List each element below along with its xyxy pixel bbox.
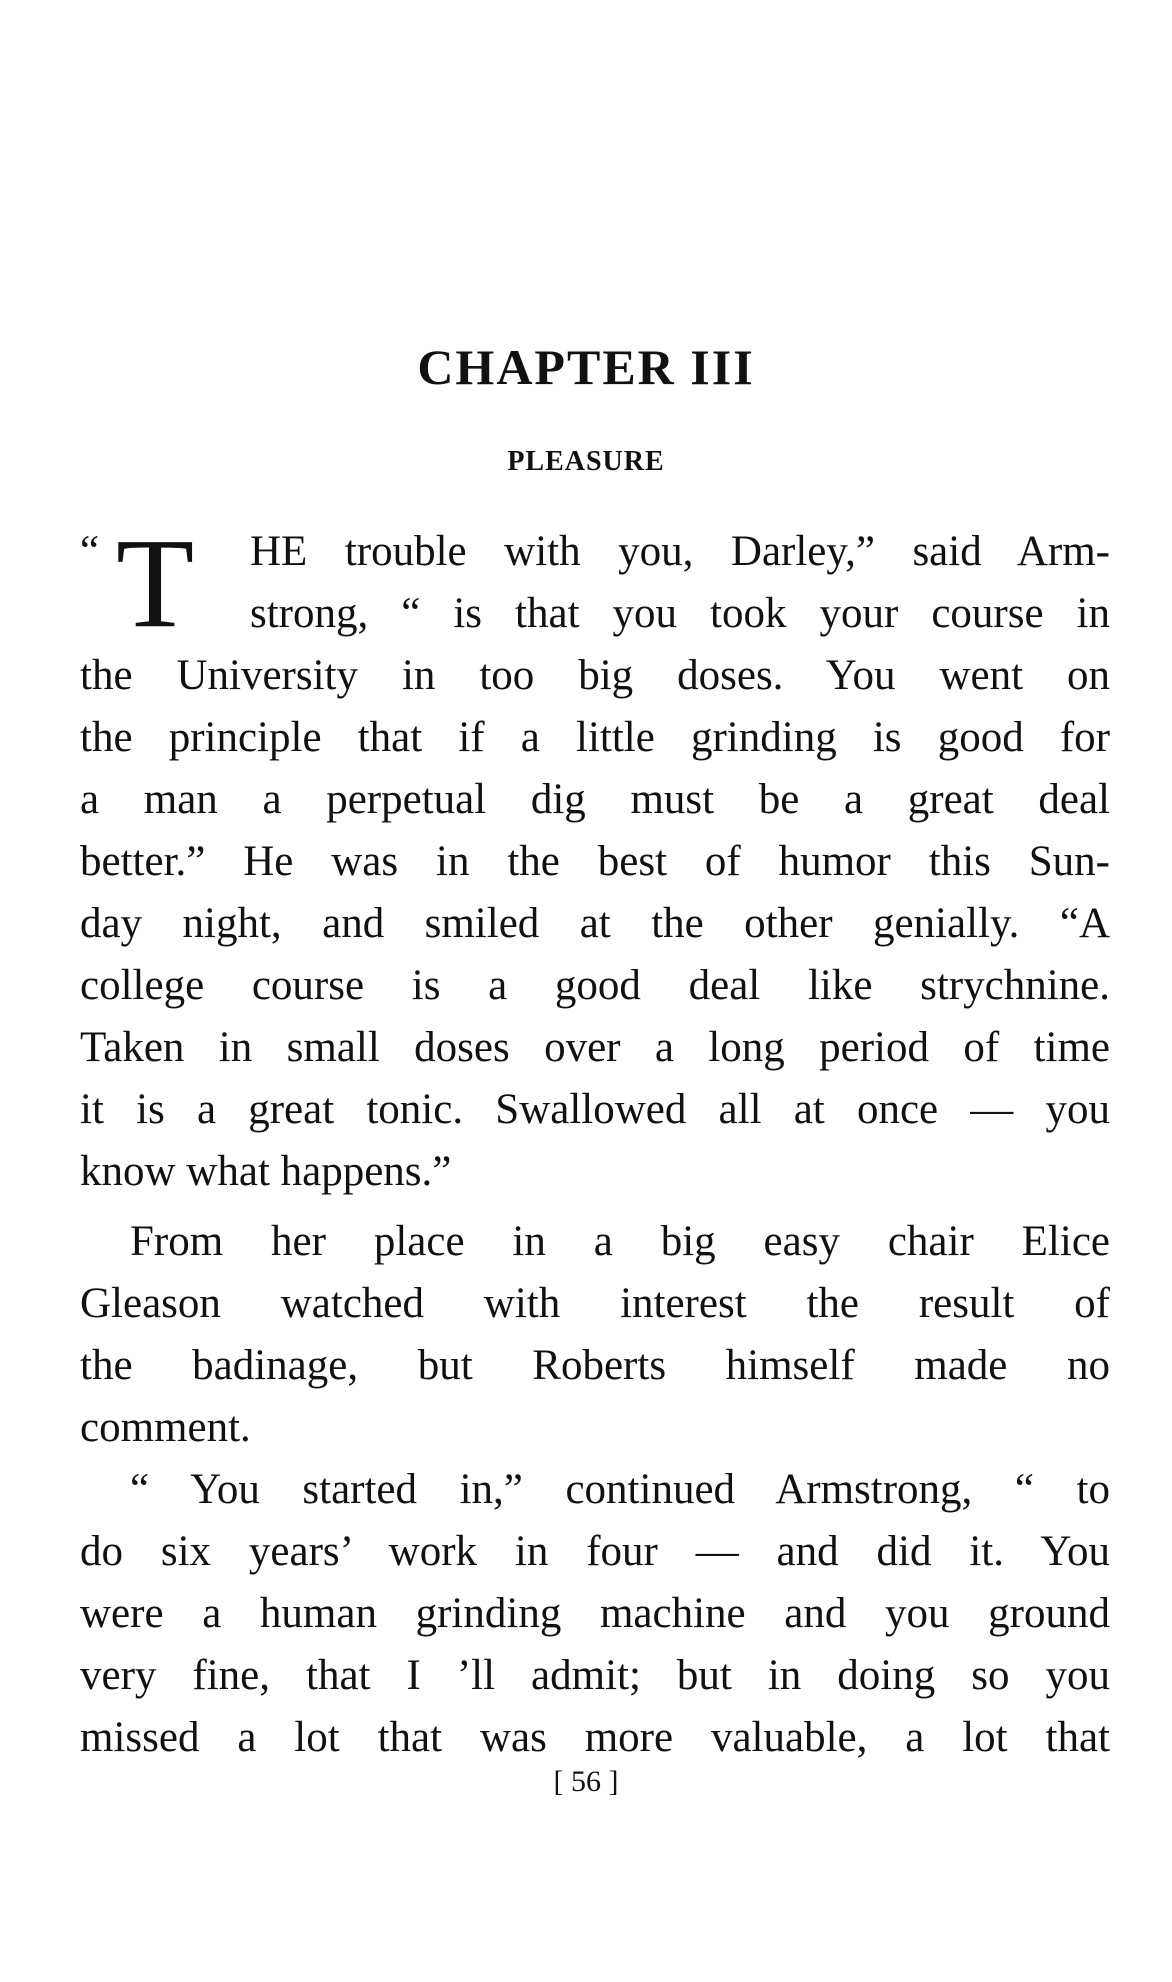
paragraph-1 — [80, 512, 1110, 1203]
text-line: it is a great tonic. Swallowed all at once — you — [80, 1086, 1110, 1133]
chapter-subtitle: PLEASURE — [507, 446, 665, 477]
text-line: HE trouble with you, Darley,” said Arm- — [250, 528, 1110, 575]
text-line: the University in too big doses. You went on — [80, 652, 1110, 699]
text-line: better.” He was in the best of humor this Sun- — [80, 838, 1110, 885]
paragraph-3 — [80, 1459, 1110, 1769]
text-line: From her place in a big easy chair Elice — [130, 1218, 1110, 1265]
text-line: the principle that if a little grinding is good for — [80, 714, 1110, 761]
page-number: [ 56 ] — [553, 1765, 619, 1798]
text-line: a man a perpetual dig must be a great deal — [80, 776, 1110, 823]
drop-cap: T — [116, 512, 195, 654]
text-line: day night, and smiled at the other genially. “A — [80, 900, 1110, 947]
text-line: missed a lot that was more valuable, a lot that — [80, 1714, 1110, 1761]
text-line: strong, “ is that you took your course in — [250, 590, 1110, 637]
paragraph-2 — [80, 1211, 1110, 1459]
text-line: college course is a good deal like strychnine. — [80, 962, 1110, 1009]
text-line: know what happens.” — [80, 1148, 452, 1195]
chapter-title: CHAPTER III — [417, 339, 755, 395]
text-line: “ You started in,” continued Armstrong, “ to — [130, 1466, 1110, 1513]
text-line: very fine, that I ’ll admit; but in doing so you — [80, 1652, 1110, 1699]
text-line: do six years’ work in four — and did it. You — [80, 1528, 1110, 1575]
text-line: the badinage, but Roberts himself made no — [80, 1342, 1110, 1389]
text-line: were a human grinding machine and you ground — [80, 1590, 1110, 1637]
opening-quote: “ — [80, 528, 100, 575]
text-line: comment. — [80, 1404, 251, 1451]
text-line: Gleason watched with interest the result of — [80, 1280, 1110, 1327]
text-line: Taken in small doses over a long period of time — [80, 1024, 1110, 1071]
